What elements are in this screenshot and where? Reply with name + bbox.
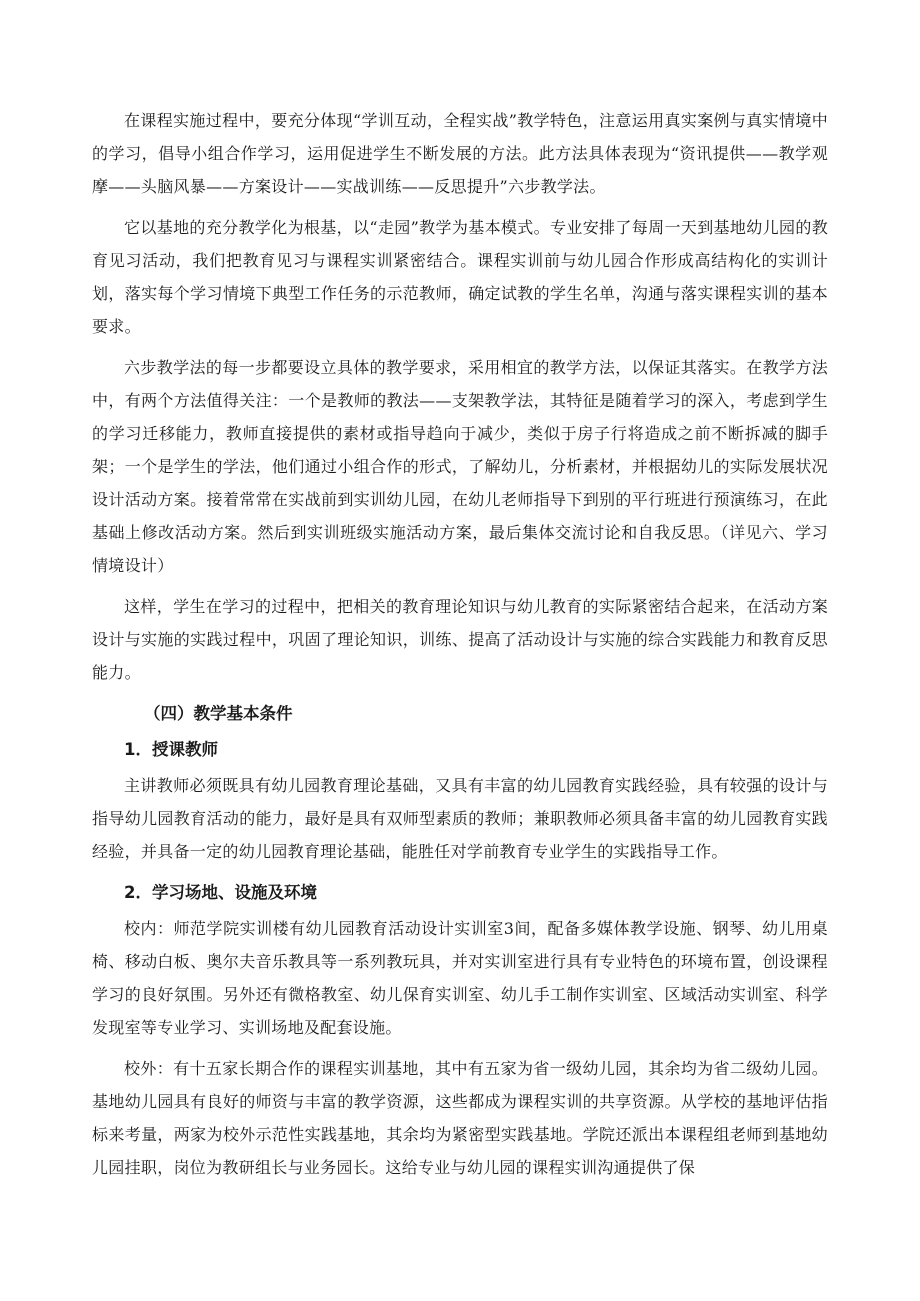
subheading-facilities: 2．学习场地、设施及环境 (124, 883, 317, 902)
paragraph-teachers: 主讲教师必须既具有幼儿园教育理论基础，又具有丰富的幼儿园教育实践经验，具有较强的设计与指导幼儿园教育活动的能力，最好是具有双师型素质的教师；兼职教师必须具备丰富的幼儿园教育实践经验，并具备一定的幼儿园教育理论基础，能胜任对学前教育专业学生的实践指导工作。 (92, 776, 828, 861)
paragraph-on-campus: 校内：师范学院实训楼有幼儿园教育活动设计实训室3间，配备多媒体教学设施、钢琴、幼儿用桌椅、移动白板、奥尔夫音乐教具等一系列教玩具，并对实训室进行具有专业特色的环境布置，创设课程学习的良好氛围。另外还有微格教室、幼儿保育实训室、幼儿手工制作实训室、区域活动实训室、科学发现室等专业学习、实训场地及配套设施。 (92, 919, 828, 1037)
paragraph-off-campus: 校外：有十五家长期合作的课程实训基地，其中有五家为省一级幼儿园，其余均为省二级幼儿园。基地幼儿园具有良好的师资与丰富的教学资源，这些都成为课程实训的共享资源。从学校的基地评估指标来考量，两家为校外示范性实践基地，其余均为紧密型实践基地。学院还派出本课程组老师到基地幼儿园挂职，岗位为教研组长与业务园长。这给专业与幼儿园的课程实训沟通提供了保 (92, 1059, 828, 1177)
paragraph-teaching-method: 在课程实施过程中，要充分体现“学训互动，全程实战”教学特色，注意运用真实案例与真实情境中的学习，倡导小组合作学习，运用促进学生不断发展的方法。此方法具体表现为“资讯提供——教学观摩——头脑风暴——方案设计——实战训练——反思提升”六步教学法。 (92, 111, 828, 196)
paragraph-base-model: 它以基地的充分教学化为根基，以“走园”教学为基本模式。专业安排了每周一天到基地幼儿园的教育见习活动，我们把教育见习与课程实训紧密结合。课程实训前与幼儿园合作形成高结构化的实训计划，落实每个学习情境下典型工作任务的示范教师，确定试教的学生名单，沟通与落实课程实训的基本要求。 (92, 218, 828, 336)
paragraph-outcome: 这样，学生在学习的过程中，把相关的教育理论知识与幼儿教育的实际紧密结合起来，在活动方案设计与实施的实践过程中，巩固了理论知识，训练、提高了活动设计与实施的综合实践能力和教育反思能力。 (92, 597, 828, 682)
document-body (92, 104, 828, 1192)
subheading-teachers: 1．授课教师 (124, 740, 218, 759)
section-heading-teaching-conditions: （四）教学基本条件 (144, 704, 293, 723)
paragraph-six-step-method: 六步教学法的每一步都要设立具体的教学要求，采用相宜的教学方法，以保证其落实。在教学方法中，有两个方法值得关注：一个是教师的教法——支架教学法，其特征是随着学习的深入，考虑到学生的学习迁移能力，教师直接提供的素材或指导趋向于减少，类似于房子行将造成之前不断拆减的脚手架；一个是学生的学法，他们通过小组合作的形式，了解幼儿，分析素材，并根据幼儿的实际发展状况设计活动方案。接着常常在实战前到实训幼儿园，在幼儿老师指导下到别的平行班进行预演练习，在此基础上修改活动方案。然后到实训班级实施活动方案，最后集体交流讨论和自我反思。（详见六、学习情境设计） (92, 358, 828, 575)
